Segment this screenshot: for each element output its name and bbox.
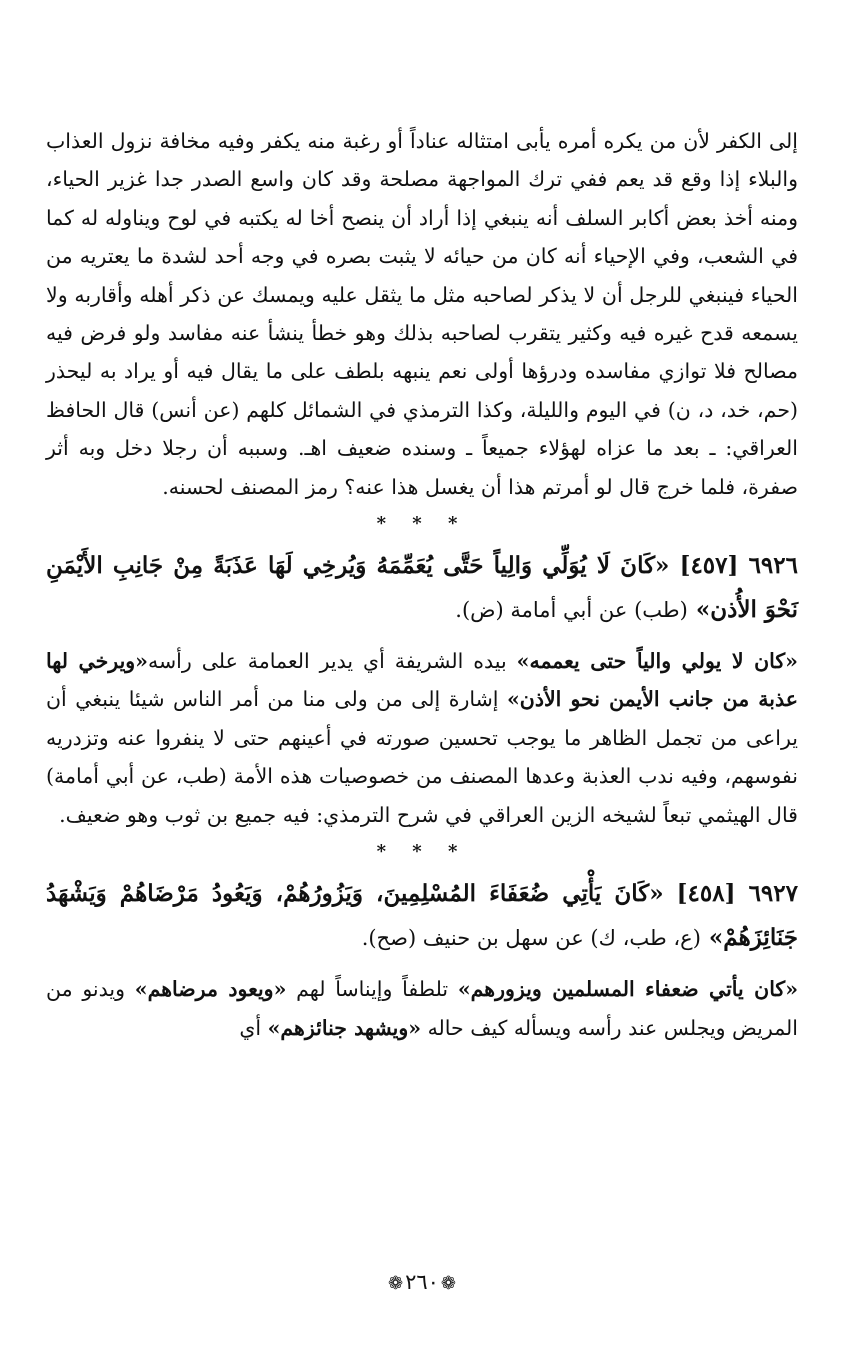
commentary-6927-text-3: أي [239, 1015, 268, 1040]
section-separator: * * * [376, 841, 468, 863]
commentary-6926 [46, 642, 798, 834]
page-number [0, 1270, 844, 1294]
commentary-6927-quote-1: «كان يأتي ضعفاء المسلمين ويزورهم» [457, 977, 799, 1002]
hadith-6926-text: ٦٩٢٦ [٤٥٧] «كَانَ لَا يُوَلِّي وَالِياً حَتَّى يُعَمِّمَهُ وَيُرخِي لَهَا عَذَبَةً مِنْ جَانِبِ الأَيْمَنِ نَحْوَ الأُذن» [46, 552, 798, 624]
commentary-6927 [46, 970, 798, 1047]
ornament-right-icon: ❁ [440, 1273, 457, 1294]
ornament-left-icon: ❁ [387, 1273, 404, 1294]
hadith-6927 [46, 872, 798, 960]
commentary-6927-quote-2: «ويعود مرضاهم» [134, 977, 287, 1002]
hadith-6926 [46, 544, 798, 632]
hadith-6927-source: (ع، طب، ك) عن سهل بن حنيف (صح). [361, 926, 701, 951]
page-number-value: ٢٦٠ [405, 1270, 439, 1294]
commentary-6926-text-1: بيده الشريفة أي يدير العمامة على رأسه [148, 649, 517, 674]
intro-paragraph: إلى الكفر لأن من يكره أمره يأبى امتثاله عناداً أو رغبة منه يكفر وفيه مخافة نزول العذاب والبلاء إذا وقع قد يعم ففي ترك المواجهة مصلحة وقد كان واسع الصدر جدا غزير الحياء، ومنه أخذ بعض أكابر السلف أنه ينبغي إذا أراد أن ينصح أخا له يكتبه في لوح ويناوله له كما في الشعب، وفي الإحياء أنه كان من حيائه لا يثبت بصره في وجه أحد لشدة ما يعتريه من الحياء فينبغي للرجل أن لا يذكر لصاحبه مثل ما يثقل عليه ويمسك عن ذكر أهله وأقاربه ولا يسمعه قدح غيره فيه وكثير يتقرب لصاحبه بذلك وهو خطأ ينشأ عنه مفاسد ولو فرض فيه مصالح فلا توازي مفاسده ودرؤها أولى نعم ينبهه بلطف على ما يقال فيه أو يراد به ليحذر (حم، خد، د، ن) في اليوم والليلة، وكذا الترمذي في الشمائل كلهم (عن أنس) قال الحافظ العراقي: ـ بعد ما عزاه لهؤلاء جميعاً ـ وسنده ضعيف اهـ. وسببه أن رجلا دخل وبه أثر صفرة، فلما خرج قال لو أمرتم هذا أن يغسل هذا عنه؟ رمز المصنف لحسنه. [46, 129, 798, 499]
commentary-6927-text-2: ويدنو من المريض ويجلس عند رأسه ويسأله كيف حاله [46, 977, 798, 1040]
commentary-6926-quote-1: «كان لا يولي والياً حتى يعممه» [516, 649, 798, 674]
hadith-6927-text: ٦٩٢٧ [٤٥٨] «كَانَ يَأْتِي ضُعَفَاءَ المُسْلِمِينَ، وَيَزُورُهُمْ، وَيَعُودُ مَرْضَاهُمْ وَيَشْهَدُ جَنَائِزَهُمْ» [46, 880, 798, 952]
hadith-6926-source: (طب) عن أبي أمامة (ض). [455, 598, 688, 623]
spacer [46, 960, 798, 970]
commentary-6926-text-2: إشارة إلى من ولى منا من أمر الناس شيئا ينبغي أن يراعى من تجمل الظاهر ما يوجب تحسين صورته في أعينهم حتى لا ينفروا عنه وتزدريه نفوسهم، وفيه ندب العذبة وعدها المصنف من خصوصيات هذه الأمة (طب، عن أبي أمامة) قال الهيثمي تبعاً لشيخه الزين العراقي في شرح الترمذي: فيه جميع بن ثوب وهو ضعيف. [46, 687, 798, 827]
commentary-6927-quote-3: «ويشهد جنائزهم» [267, 1015, 422, 1040]
spacer [46, 632, 798, 642]
commentary-6927-text-1: تلطفاً وإيناساً لهم [286, 977, 458, 1002]
commentary-6926-quote-2: «ويرخي لها عذبة من جانب الأيمن نحو الأذن» [46, 649, 798, 712]
page-content [46, 122, 798, 1311]
section-separator: * * * [376, 513, 468, 535]
